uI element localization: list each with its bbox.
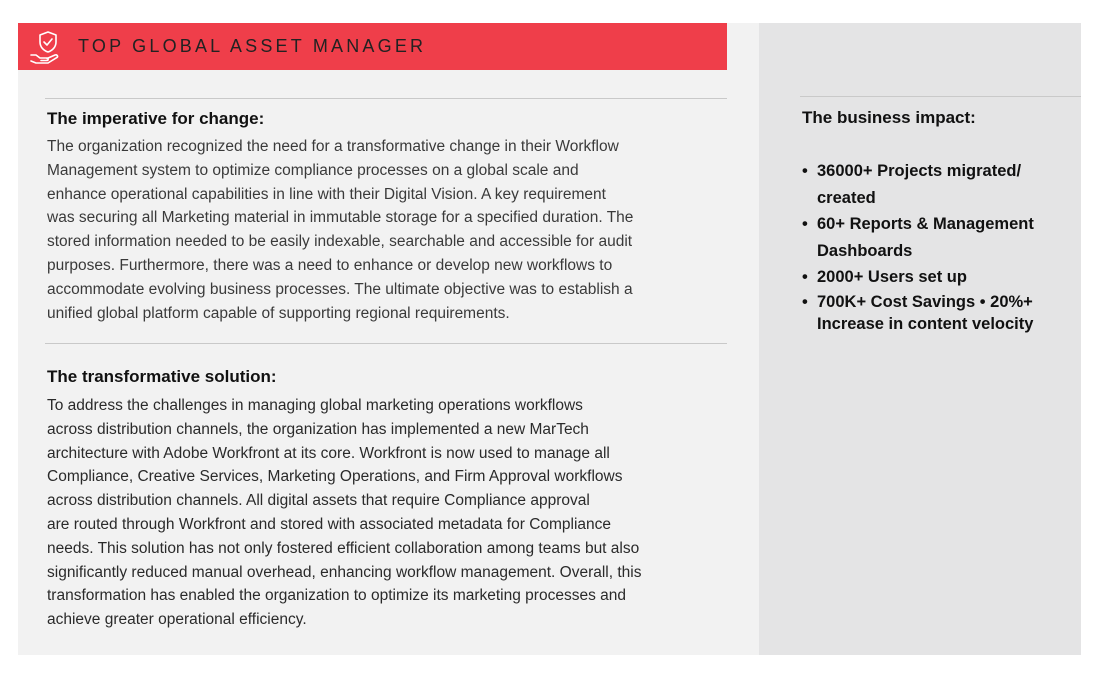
solution-heading: The transformative solution: <box>47 367 277 386</box>
paragraph-line: purposes. Furthermore, there was a need to enhance or develop new workflows to <box>47 256 613 274</box>
paragraph-line: significantly reduced manual overhead, enhancing workflow management. Overall, this <box>47 563 642 581</box>
impact-item-text: 36000+ Projects migrated/ created <box>817 162 1022 207</box>
impact-heading: The business impact: <box>802 108 976 127</box>
impact-item-text: 60+ Reports & Management Dashboards <box>817 215 1034 260</box>
left-column <box>18 23 759 655</box>
paragraph-line: The organization recognized the need for a transformative change in their Workflow <box>47 138 619 155</box>
paragraph-line: accommodate evolving business processes. The ultimate objective was to establish a <box>47 280 633 298</box>
paragraph-line: achieve greater operational efficiency. <box>47 611 307 629</box>
paragraph-line: needs. This solution has not only fostered efficient collaboration among teams but also <box>47 539 640 557</box>
title-banner <box>18 23 727 70</box>
section-divider <box>800 96 1081 97</box>
paragraph-line: Management system to optimize compliance processes on a global scale and <box>47 161 579 179</box>
paragraph-line: transformation has enabled the organization to optimize its marketing processes and <box>47 587 626 605</box>
impact-item-text: 700K+ Cost Savings • 20%+ Increase in content velocity <box>817 292 1034 333</box>
bullet: • <box>802 292 808 311</box>
paragraph-line: architecture with Adobe Workfront at its core. Workfront is now used to manage all <box>47 444 610 462</box>
hand-shield-check-icon <box>27 27 67 67</box>
paragraph-line: stored information needed to be easily indexable, searchable and accessible for audit <box>47 233 633 251</box>
list-item <box>802 291 1072 335</box>
case-study-card <box>18 23 1081 655</box>
paragraph-line: are routed through Workfront and stored with associated metadata for Compliance <box>47 515 612 533</box>
section-divider <box>45 98 727 99</box>
paragraph-line: To address the challenges in managing global marketing operations workflows <box>47 397 583 414</box>
list-item <box>802 211 1072 264</box>
paragraph-line: enhance operational capabilities in line with their Digital Vision. A key requirement <box>47 185 606 203</box>
bullet: • <box>802 162 808 180</box>
bullet: • <box>802 215 808 233</box>
imperative-heading: The imperative for change: <box>47 109 265 128</box>
impact-item-text: 2000+ Users set up <box>817 268 967 286</box>
paragraph-line: Compliance, Creative Services, Marketing Operations, and Firm Approval workflows <box>47 468 623 486</box>
business-impact-panel <box>759 23 1081 655</box>
section-divider <box>45 343 727 344</box>
impact-list <box>802 158 1072 335</box>
paragraph-line: across distribution channels. All digital assets that require Compliance approval <box>47 492 590 510</box>
list-item <box>802 158 1072 211</box>
paragraph-line: was securing all Marketing material in immutable storage for a specified duration. The <box>47 209 634 227</box>
solution-paragraph <box>47 394 737 632</box>
bullet: • <box>802 268 808 286</box>
paragraph-line: across distribution channels, the organization has implemented a new MarTech <box>47 420 589 438</box>
paragraph-line: unified global platform capable of supporting regional requirements. <box>47 304 510 322</box>
list-item <box>802 264 1072 291</box>
banner-title: TOP GLOBAL ASSET MANAGER <box>78 36 427 56</box>
imperative-paragraph <box>47 135 737 325</box>
